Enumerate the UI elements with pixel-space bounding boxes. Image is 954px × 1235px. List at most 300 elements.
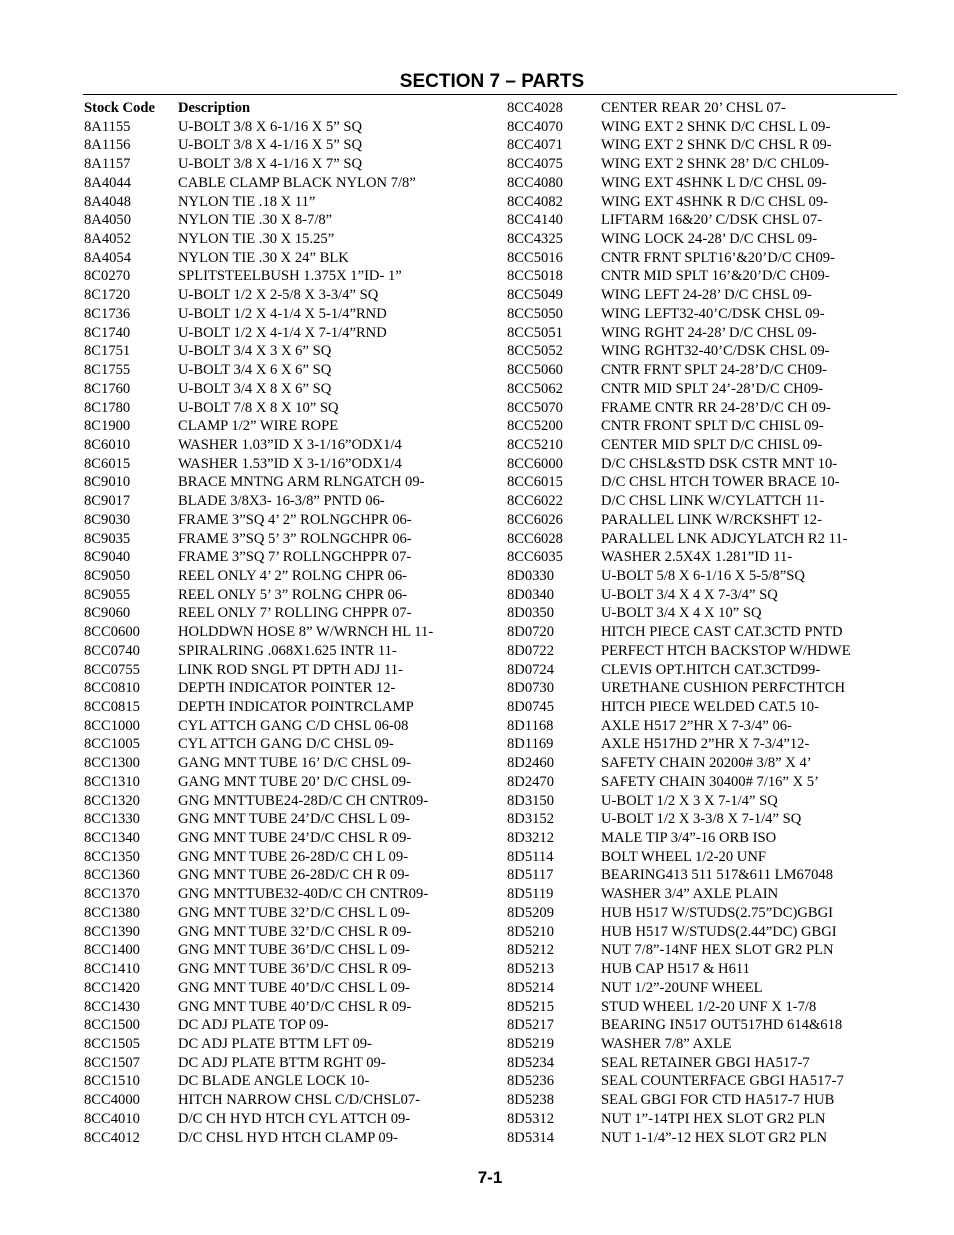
part-description: GNG MNT TUBE 26-28D/C CH L 09-	[178, 848, 408, 865]
part-description: D/C CH HYD HTCH CYL ATTCH 09-	[178, 1110, 411, 1127]
part-row	[84, 567, 433, 586]
part-description: U-BOLT 5/8 X 6-1/16 X 5-5/8”SQ	[601, 567, 805, 584]
stock-code: 8CC1420	[84, 979, 140, 996]
part-row	[507, 885, 851, 904]
part-row	[84, 923, 433, 942]
part-row	[84, 286, 433, 305]
stock-code: 8D0722	[507, 642, 555, 659]
stock-code: 8D5234	[507, 1054, 555, 1071]
stock-code: 8D5314	[507, 1129, 555, 1146]
part-description: CNTR MID SPLT 16’&20’D/C CH09-	[601, 268, 830, 285]
part-row	[507, 998, 851, 1017]
part-description: GNG MNT TUBE 36’D/C CHSL L 09-	[178, 942, 410, 959]
stock-code: 8CC1380	[84, 904, 140, 921]
part-row	[84, 698, 433, 717]
stock-code: 8D5119	[507, 886, 554, 903]
part-description: GNG MNT TUBE 26-28D/C CH R 09-	[178, 867, 410, 884]
part-row	[507, 361, 851, 380]
stock-code: 8CC1005	[84, 736, 140, 753]
part-row	[84, 848, 433, 867]
part-row	[84, 530, 433, 549]
part-description: DC BLADE ANGLE LOCK 10-	[178, 1073, 370, 1090]
stock-code: 8CC5052	[507, 343, 563, 360]
stock-code: 8CC0810	[84, 680, 140, 697]
part-description: CNTR MID SPLT 24’-28’D/C CH09-	[601, 380, 824, 397]
part-description: GNG MNTTUBE32-40D/C CH CNTR09-	[178, 886, 429, 903]
column-header	[84, 99, 433, 118]
stock-code: 8D5312	[507, 1110, 555, 1127]
part-row	[507, 193, 851, 212]
stock-code: 8D5215	[507, 998, 555, 1015]
stock-code: 8CC5200	[507, 418, 563, 435]
part-description: PARALLEL LNK ADJCYLATCH R2 11-	[601, 530, 848, 547]
part-row	[507, 623, 851, 642]
part-row	[84, 230, 433, 249]
stock-code: 8CC4070	[507, 118, 563, 135]
part-row	[507, 99, 851, 118]
stock-code: 8C9040	[84, 549, 131, 566]
part-row	[84, 193, 433, 212]
stock-code: 8C1780	[84, 399, 131, 416]
part-description: U-BOLT 3/4 X 4 X 10” SQ	[601, 605, 762, 622]
part-row	[84, 249, 433, 268]
stock-code: 8CC6015	[507, 474, 563, 491]
part-row	[507, 1129, 851, 1148]
stock-code: 8C9010	[84, 474, 131, 491]
part-row	[84, 1072, 433, 1091]
part-row	[84, 604, 433, 623]
part-row	[507, 342, 851, 361]
part-description: SEAL GBGI FOR CTD HA517-7 HUB	[601, 1092, 835, 1109]
stock-code: 8CC5210	[507, 436, 563, 453]
part-row	[507, 698, 851, 717]
stock-code: 8D5214	[507, 979, 555, 996]
part-row	[84, 1035, 433, 1054]
part-description: REEL ONLY 5’ 3” ROLNG CHPR 06-	[178, 586, 408, 603]
stock-code: 8CC1300	[84, 755, 140, 772]
title-rule	[83, 94, 897, 95]
part-description: GNG MNT TUBE 32’D/C CHSL R 09-	[178, 923, 412, 940]
stock-code: 8A4054	[84, 249, 132, 266]
stock-code: 8D3212	[507, 830, 555, 847]
stock-code: 8CC6022	[507, 493, 563, 510]
stock-code: 8D3152	[507, 811, 555, 828]
part-row	[84, 829, 433, 848]
part-description: DEPTH INDICATOR POINTRCLAMP	[178, 699, 414, 715]
part-description: DC ADJ PLATE TOP 09-	[178, 1017, 329, 1034]
stock-code: 8CC0815	[84, 699, 140, 715]
part-row	[84, 623, 433, 642]
part-row	[84, 136, 433, 155]
stock-code: 8CC6035	[507, 549, 563, 566]
stock-code: 8CC5070	[507, 399, 563, 416]
part-description: SEAL RETAINER GBGI HA517-7	[601, 1054, 810, 1071]
stock-code: 8C9030	[84, 511, 131, 528]
part-row	[507, 960, 851, 979]
part-description: CABLE CLAMP BLACK NYLON 7/8”	[178, 174, 416, 191]
stock-code: 8CC1330	[84, 811, 140, 828]
part-row	[84, 661, 433, 680]
stock-code: 8D0745	[507, 699, 555, 715]
stock-code: 8CC5060	[507, 362, 563, 379]
part-description: FRAME 3”SQ 5’ 3” ROLNGCHPR 06-	[178, 530, 412, 547]
part-description: BEARING413 511 517&611 LM67048	[601, 867, 834, 884]
part-description: GNG MNTTUBE24-28D/C CH CNTR09-	[178, 792, 429, 809]
page-number: 7-1	[477, 1168, 503, 1187]
part-description: NUT 7/8”-14NF HEX SLOT GR2 PLN	[601, 942, 834, 959]
stock-code: 8D2470	[507, 773, 555, 790]
part-description: BRACE MNTNG ARM RLNGATCH 09-	[178, 474, 425, 491]
part-description: HITCH NARROW CHSL C/D/CHSL07-	[178, 1092, 421, 1109]
stock-code: 8C6015	[84, 455, 131, 472]
part-row	[507, 866, 851, 885]
part-description: MALE TIP 3/4”-16 ORB ISO	[601, 830, 777, 847]
part-description: U-BOLT 3/4 X 6 X 6” SQ	[178, 362, 332, 379]
part-row	[507, 1072, 851, 1091]
stock-code: 8CC5062	[507, 380, 563, 397]
stock-code: 8CC1410	[84, 961, 140, 978]
stock-code: 8CC6028	[507, 530, 563, 547]
part-row	[507, 1110, 851, 1129]
stock-code: 8A4044	[84, 174, 132, 191]
part-row	[84, 792, 433, 811]
stock-code: 8CC4075	[507, 156, 563, 173]
part-row	[507, 773, 851, 792]
stock-code: 8CC1360	[84, 867, 140, 884]
part-description: CNTR FRNT SPLT16’&20’D/C CH09-	[601, 249, 835, 266]
stock-code: 8C6010	[84, 436, 131, 453]
part-description: NYLON TIE .18 X 11”	[178, 193, 316, 210]
part-row	[84, 717, 433, 736]
part-description: REEL ONLY 4’ 2” ROLNG CHPR 06-	[178, 567, 408, 584]
stock-code: 8D5238	[507, 1092, 555, 1109]
part-row	[84, 998, 433, 1017]
part-description: U-BOLT 3/8 X 4-1/16 X 7” SQ	[178, 156, 363, 173]
part-description: U-BOLT 3/4 X 3 X 6” SQ	[178, 343, 332, 360]
part-description: NUT 1-1/4”-12 HEX SLOT GR2 PLN	[601, 1129, 828, 1146]
stock-code: 8CC0600	[84, 624, 140, 641]
part-description: GNG MNT TUBE 40’D/C CHSL L 09-	[178, 979, 410, 996]
part-row	[507, 810, 851, 829]
part-description: LIFTARM 16&20’ C/DSK CHSL 07-	[601, 212, 822, 229]
part-description: WASHER 3/4” AXLE PLAIN	[601, 886, 779, 903]
stock-code: 8D5117	[507, 867, 554, 884]
part-description: D/C CHSL HYD HTCH CLAMP 09-	[178, 1129, 398, 1146]
stock-code: 8D0350	[507, 605, 555, 622]
stock-code: 8CC5051	[507, 324, 563, 341]
part-row	[84, 1054, 433, 1073]
part-description: PARALLEL LINK W/RCKSHFT 12-	[601, 511, 822, 528]
part-description: U-BOLT 3/4 X 4 X 7-3/4” SQ	[601, 586, 778, 603]
stock-code: 8CC5049	[507, 287, 563, 304]
part-row	[507, 604, 851, 623]
stock-code: 8CC1370	[84, 886, 140, 903]
stock-code: 8CC5050	[507, 305, 563, 322]
part-description: WING EXT 4SHNK R D/C CHSL 09-	[601, 193, 829, 210]
stock-code: 8D0340	[507, 586, 555, 603]
part-description: WING EXT 2 SHNK D/C CHSL R 09-	[601, 137, 832, 154]
part-row	[507, 679, 851, 698]
stock-code: 8CC1340	[84, 830, 140, 847]
part-description: WING RGHT 24-28’ D/C CHSL 09-	[601, 324, 817, 341]
parts-list-right	[507, 99, 851, 1147]
part-description: U-BOLT 1/2 X 2-5/8 X 3-3/4” SQ	[178, 287, 379, 304]
part-description: U-BOLT 1/2 X 3-3/8 X 7-1/4” SQ	[601, 811, 802, 828]
part-description: HUB CAP H517 & H611	[601, 961, 750, 978]
part-row	[84, 118, 433, 137]
part-row	[507, 380, 851, 399]
part-description: GNG MNT TUBE 24’D/C CHSL R 09-	[178, 830, 412, 847]
stock-code: 8CC4028	[507, 100, 563, 116]
stock-code: 8C0270	[84, 268, 131, 285]
part-description: U-BOLT 3/8 X 6-1/16 X 5” SQ	[178, 118, 363, 135]
part-row	[84, 305, 433, 324]
stock-code: 8C9055	[84, 586, 131, 603]
part-description: LINK ROD SNGL PT DPTH ADJ 11-	[178, 661, 403, 678]
part-description: WING EXT 2 SHNK D/C CHSL L 09-	[601, 118, 831, 135]
part-description: CENTER REAR 20’ CHSL 07-	[601, 100, 786, 116]
stock-code: 8C1760	[84, 380, 131, 397]
stock-code: 8CC1320	[84, 792, 140, 809]
part-row	[507, 548, 851, 567]
part-description: BOLT WHEEL 1/2-20 UNF	[601, 848, 766, 865]
part-description: WING EXT 2 SHNK 28’ D/C CHL09-	[601, 156, 830, 173]
part-row	[84, 979, 433, 998]
part-description: BEARING IN517 OUT517HD 614&618	[601, 1017, 843, 1034]
part-row	[84, 342, 433, 361]
part-description: URETHANE CUSHION PERFCTHTCH	[601, 680, 846, 697]
stock-code: 8CC1350	[84, 848, 140, 865]
part-description: CENTER MID SPLT D/C CHISL 09-	[601, 436, 823, 453]
stock-code: 8CC1430	[84, 998, 140, 1015]
part-row	[507, 642, 851, 661]
part-description: GNG MNT TUBE 32’D/C CHSL L 09-	[178, 904, 410, 921]
section-title: SECTION 7 – PARTS	[399, 71, 585, 92]
part-row	[84, 473, 433, 492]
part-row	[507, 511, 851, 530]
stock-code: 8C1740	[84, 324, 131, 341]
part-row	[507, 174, 851, 193]
stock-code: 8A4048	[84, 193, 132, 210]
part-description: DC ADJ PLATE BTTM RGHT 09-	[178, 1054, 386, 1071]
part-description: PERFECT HTCH BACKSTOP W/HDWE	[601, 642, 851, 659]
part-description: HOLDDWN HOSE 8” W/WRNCH HL 11-	[178, 624, 434, 641]
stock-code-header: Stock Code	[84, 100, 155, 116]
stock-code: 8D5212	[507, 942, 555, 959]
part-description: AXLE H517 2”HR X 7-3/4” 06-	[601, 717, 792, 734]
part-row	[84, 417, 433, 436]
part-description: NUT 1/2”-20UNF WHEEL	[601, 979, 763, 996]
part-row	[507, 267, 851, 286]
part-row	[507, 1054, 851, 1073]
part-description: SEAL COUNTERFACE GBGI HA517-7	[601, 1073, 844, 1090]
part-row	[507, 530, 851, 549]
part-row	[507, 455, 851, 474]
part-row	[507, 136, 851, 155]
stock-code: 8D5210	[507, 923, 555, 940]
part-row	[507, 118, 851, 137]
stock-code: 8CC1000	[84, 717, 140, 734]
part-description: CLAMP 1/2” WIRE ROPE	[178, 418, 339, 435]
part-description: HUB H517 W/STUDS(2.44”DC) GBGI	[601, 923, 837, 940]
part-row	[507, 324, 851, 343]
part-row	[507, 305, 851, 324]
part-description: SAFETY CHAIN 30400# 7/16” X 5’	[601, 773, 819, 790]
stock-code: 8CC4000	[84, 1092, 140, 1109]
stock-code: 8D5236	[507, 1073, 555, 1090]
stock-code: 8C1720	[84, 287, 131, 304]
stock-code: 8CC1507	[84, 1054, 140, 1071]
part-description: WING EXT 4SHNK L D/C CHSL 09-	[601, 174, 827, 191]
part-row	[507, 417, 851, 436]
stock-code: 8CC6000	[507, 455, 563, 472]
part-row	[507, 249, 851, 268]
part-row	[84, 960, 433, 979]
part-row	[84, 455, 433, 474]
part-row	[84, 174, 433, 193]
part-description: BLADE 3/8X3- 16-3/8” PNTD 06-	[178, 493, 385, 510]
stock-code: 8C9035	[84, 530, 131, 547]
part-description: WING RGHT32-40’C/DSK CHSL 09-	[601, 343, 830, 360]
part-row	[84, 1091, 433, 1110]
part-description: FRAME 3”SQ 7’ ROLLNGCHPPR 07-	[178, 549, 412, 566]
part-description: SPIRALRING .068X1.625 INTR 11-	[178, 642, 397, 659]
part-row	[84, 754, 433, 773]
stock-code: 8D5219	[507, 1035, 555, 1052]
stock-code: 8D1168	[507, 717, 554, 734]
part-description: STUD WHEEL 1/2-20 UNF X 1-7/8	[601, 998, 817, 1015]
part-row	[507, 1091, 851, 1110]
part-row	[84, 492, 433, 511]
part-row	[84, 679, 433, 698]
part-description: GNG MNT TUBE 40’D/C CHSL R 09-	[178, 998, 412, 1015]
part-row	[84, 1129, 433, 1148]
part-row	[507, 436, 851, 455]
part-row	[507, 473, 851, 492]
part-row	[507, 492, 851, 511]
part-row	[507, 211, 851, 230]
stock-code: 8CC4080	[507, 174, 563, 191]
part-description: CYL ATTCH GANG C/D CHSL 06-08	[178, 717, 409, 734]
part-description: AXLE H517HD 2”HR X 7-3/4”12-	[601, 736, 810, 753]
part-row	[507, 1016, 851, 1035]
stock-code: 8C9017	[84, 493, 131, 510]
stock-code: 8D2460	[507, 755, 555, 772]
part-description: FRAME CNTR RR 24-28’D/C CH 09-	[601, 399, 831, 416]
stock-code: 8CC6026	[507, 511, 563, 528]
part-row	[507, 286, 851, 305]
part-description: WASHER 7/8” AXLE	[601, 1035, 732, 1052]
part-row	[507, 661, 851, 680]
part-row	[84, 380, 433, 399]
part-description: GANG MNT TUBE 16’ D/C CHSL 09-	[178, 755, 411, 772]
part-description: U-BOLT 3/8 X 4-1/16 X 5” SQ	[178, 137, 363, 154]
part-description: WASHER 1.53”ID X 3-1/16”ODX1/4	[178, 455, 402, 472]
stock-code: 8D5114	[507, 848, 554, 865]
stock-code: 8D0720	[507, 624, 555, 641]
stock-code: 8CC5018	[507, 268, 563, 285]
stock-code: 8A1155	[84, 118, 131, 135]
part-row	[84, 810, 433, 829]
part-description: WING LEFT 24-28’ D/C CHSL 09-	[601, 287, 812, 304]
stock-code: 8D5209	[507, 904, 555, 921]
part-row	[84, 735, 433, 754]
part-description: CYL ATTCH GANG D/C CHSL 09-	[178, 736, 394, 753]
part-description: U-BOLT 1/2 X 3 X 7-1/4” SQ	[601, 792, 778, 809]
stock-code: 8CC1510	[84, 1073, 140, 1090]
part-description: SPLITSTEELBUSH 1.375X 1”ID- 1”	[178, 268, 402, 285]
part-row	[507, 735, 851, 754]
part-description: FRAME 3”SQ 4’ 2” ROLNGCHPR 06-	[178, 511, 412, 528]
part-row	[507, 399, 851, 418]
stock-code: 8D1169	[507, 736, 554, 753]
part-description: NYLON TIE .30 X 24” BLK	[178, 249, 349, 266]
part-description: SAFETY CHAIN 20200# 3/8” X 4’	[601, 755, 812, 772]
stock-code: 8D5217	[507, 1017, 555, 1034]
part-description: WASHER 2.5X4X 1.281”ID 11-	[601, 549, 793, 566]
part-row	[507, 923, 851, 942]
stock-code: 8D0730	[507, 680, 555, 697]
parts-list-left	[84, 99, 433, 1147]
part-description: D/C CHSL LINK W/CYLATTCH 11-	[601, 493, 825, 510]
part-row	[507, 754, 851, 773]
stock-code: 8C9050	[84, 567, 131, 584]
stock-code: 8D5213	[507, 961, 555, 978]
stock-code: 8A1157	[84, 156, 131, 173]
part-description: GNG MNT TUBE 36’D/C CHSL R 09-	[178, 961, 412, 978]
part-row	[84, 361, 433, 380]
part-description: GANG MNT TUBE 20’ D/C CHSL 09-	[178, 773, 411, 790]
part-row	[507, 829, 851, 848]
stock-code: 8CC1400	[84, 942, 140, 959]
part-description: HUB H517 W/STUDS(2.75”DC)GBGI	[601, 904, 834, 921]
stock-code: 8A4050	[84, 212, 132, 229]
part-row	[507, 848, 851, 867]
part-description: WING LEFT32-40’C/DSK CHSL 09-	[601, 305, 825, 322]
stock-code: 8C1751	[84, 343, 131, 360]
part-row	[84, 941, 433, 960]
part-description: D/C CHSL&STD DSK CSTR MNT 10-	[601, 455, 838, 472]
part-row	[84, 866, 433, 885]
part-description: GNG MNT TUBE 24’D/C CHSL L 09-	[178, 811, 410, 828]
stock-code: 8CC1500	[84, 1017, 140, 1034]
part-row	[84, 1016, 433, 1035]
part-row	[507, 904, 851, 923]
stock-code: 8CC0755	[84, 661, 140, 678]
part-row	[84, 586, 433, 605]
part-row	[84, 324, 433, 343]
part-description: NYLON TIE .30 X 15.25”	[178, 231, 335, 248]
part-row	[507, 979, 851, 998]
part-description: CLEVIS OPT.HITCH CAT.3CTD99-	[601, 661, 821, 678]
part-description: CNTR FRONT SPLT D/C CHISL 09-	[601, 418, 824, 435]
stock-code: 8CC4012	[84, 1129, 140, 1146]
part-row	[84, 1110, 433, 1129]
stock-code: 8C1736	[84, 305, 131, 322]
stock-code: 8CC4071	[507, 137, 563, 154]
part-description: HITCH PIECE CAST CAT.3CTD PNTD	[601, 624, 843, 641]
part-description: CNTR FRNT SPLT 24-28’D/C CH09-	[601, 362, 827, 379]
part-row	[507, 941, 851, 960]
stock-code: 8CC5016	[507, 249, 563, 266]
stock-code: 8CC4140	[507, 212, 563, 229]
part-description: U-BOLT 1/2 X 4-1/4 X 7-1/4”RND	[178, 324, 387, 341]
part-row	[84, 548, 433, 567]
part-row	[84, 267, 433, 286]
stock-code: 8CC1390	[84, 923, 140, 940]
part-row	[84, 642, 433, 661]
description-header: Description	[178, 100, 251, 116]
